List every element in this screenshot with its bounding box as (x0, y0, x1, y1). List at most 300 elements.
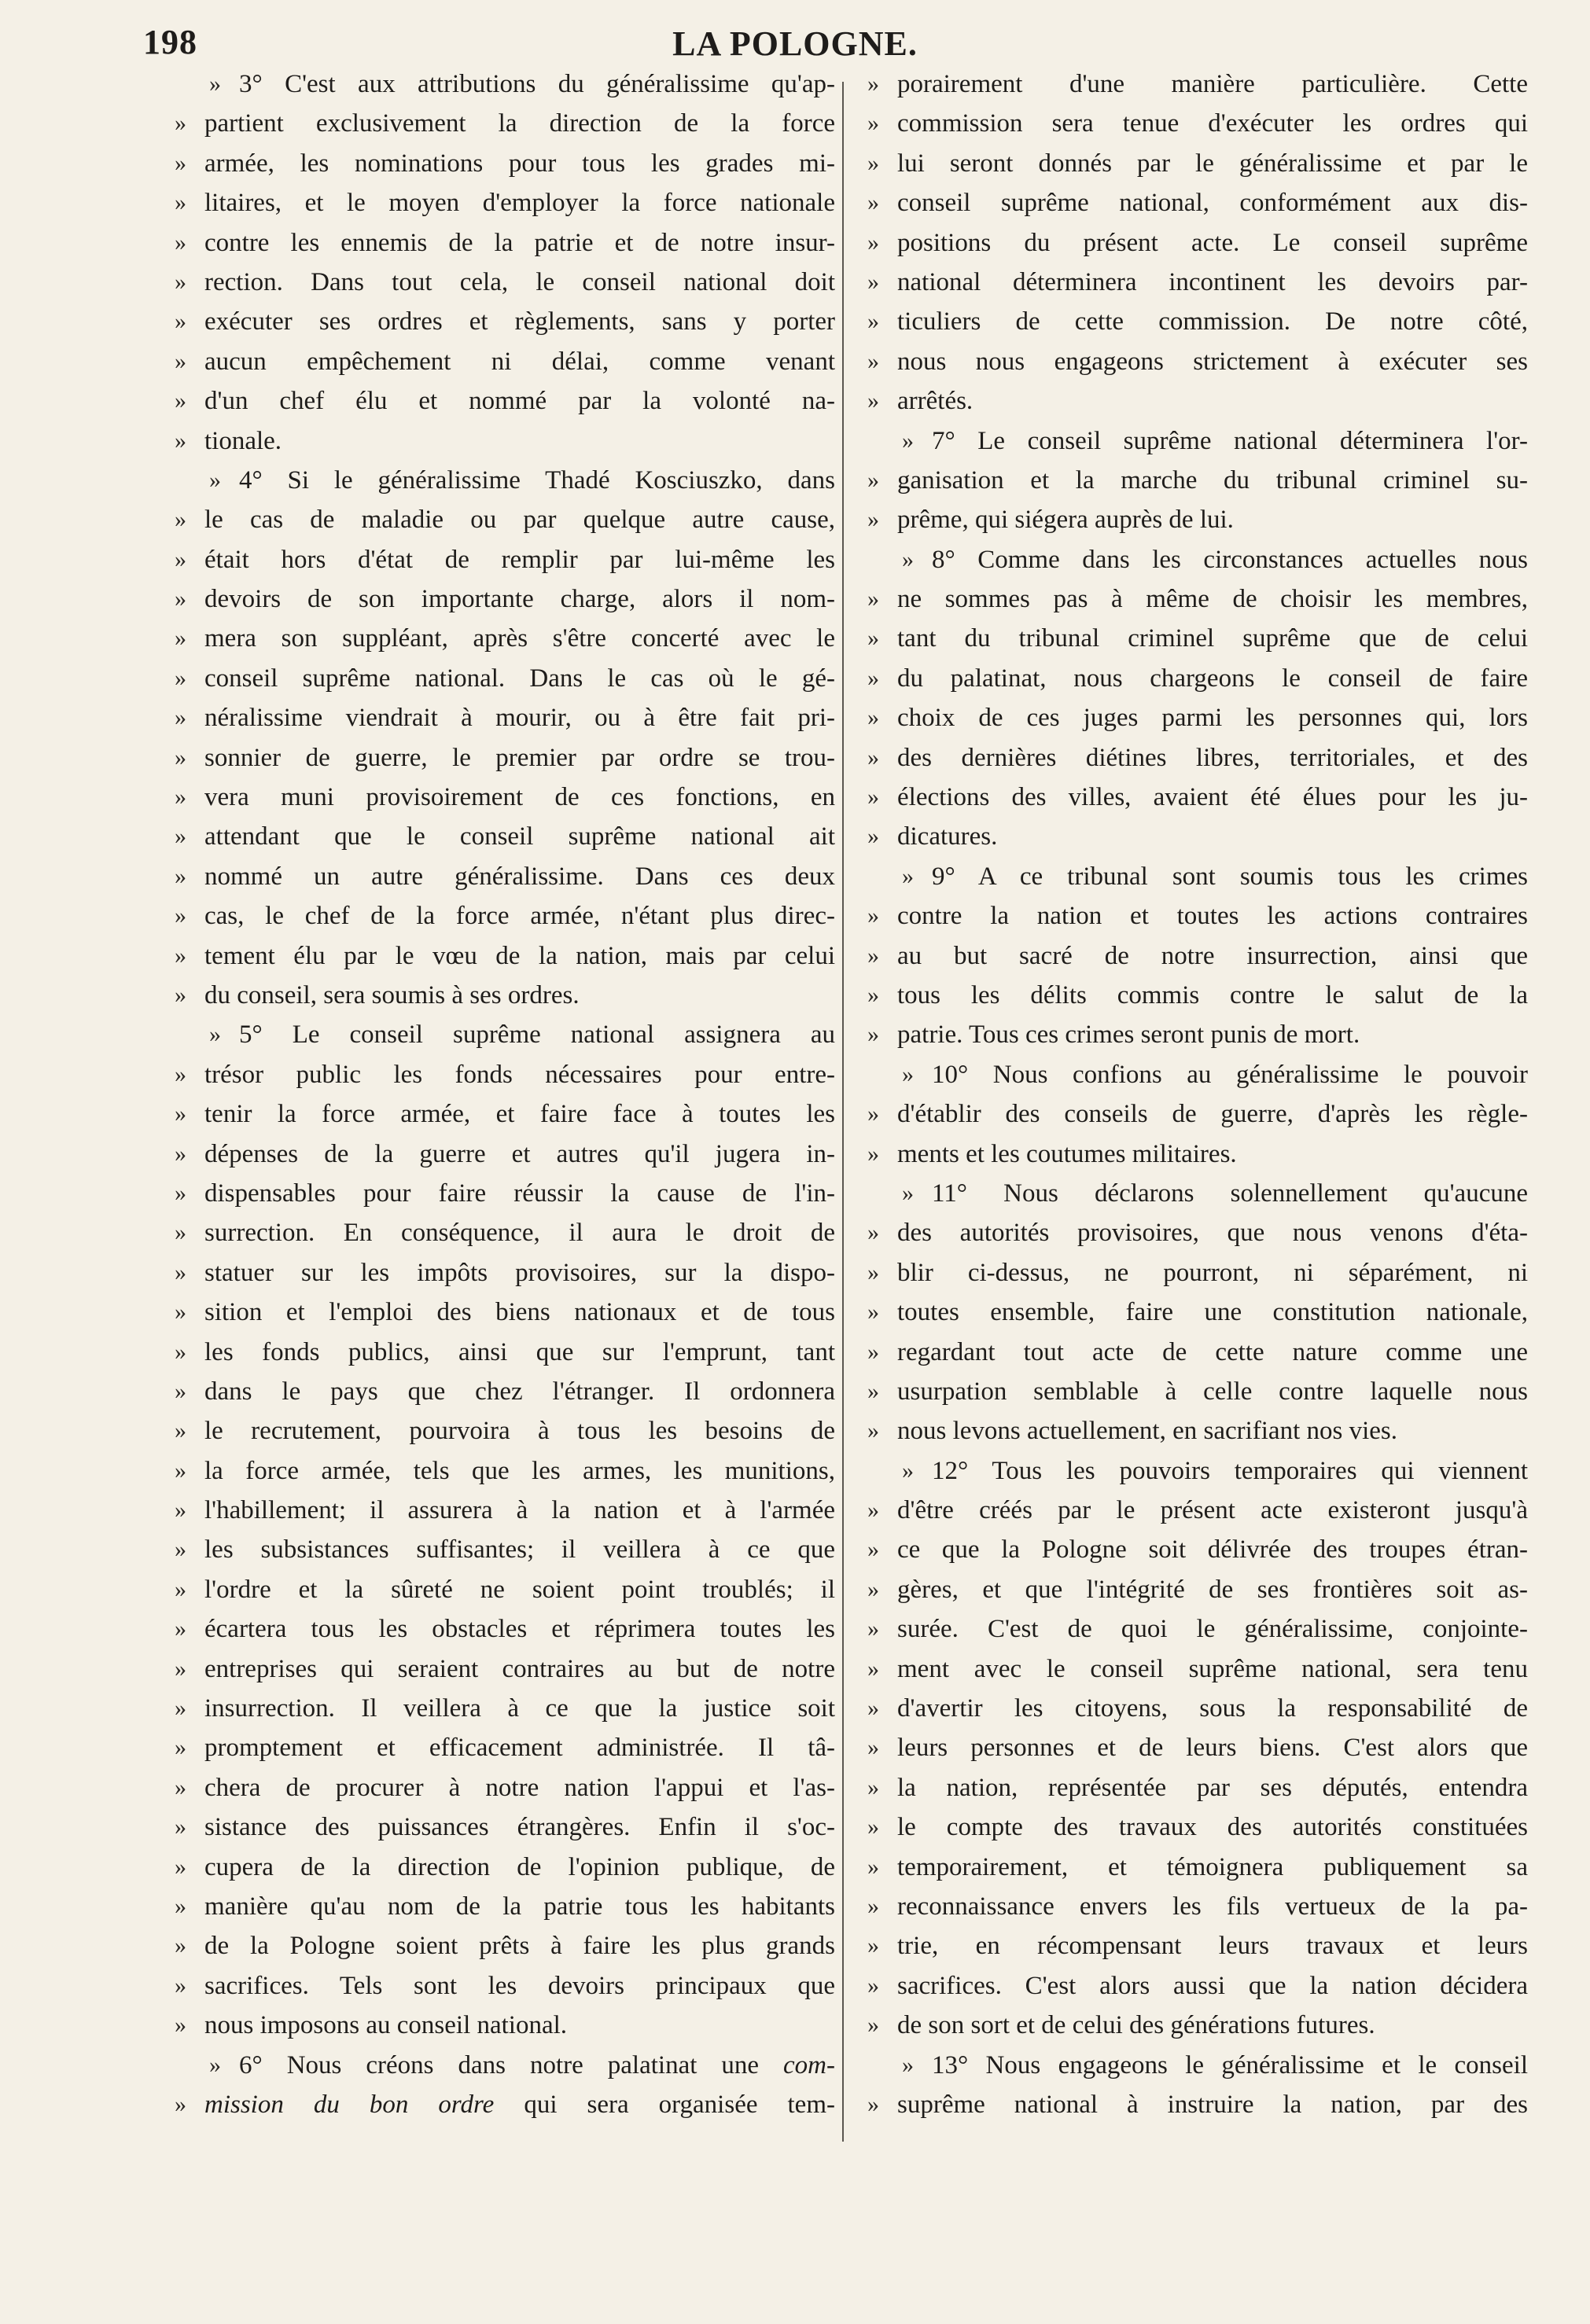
line-text: surée. C'est de quoi le généralissime, conjointe- (897, 1615, 1528, 1644)
line-text: insurrection. Il veillera à ce que la justice soit (204, 1694, 835, 1723)
quote-mark: » (175, 1536, 186, 1563)
text-line (867, 1728, 1528, 1767)
line-text: le recrutement, pourvoira à tous les besoins de (204, 1417, 835, 1446)
text-line (175, 738, 835, 778)
quote-mark: » (175, 784, 186, 811)
text-line (867, 896, 1528, 936)
quote-mark: » (175, 1179, 186, 1206)
line-text: ce que la Pologne soit délivrée des troupes étran- (897, 1535, 1528, 1565)
text-line (175, 778, 835, 817)
quote-mark: » (175, 1061, 186, 1087)
text-line (867, 1015, 1528, 1054)
quote-mark: » (175, 1616, 186, 1642)
line-text: 12° Tous les pouvoirs temporaires qui viennent (932, 1456, 1528, 1485)
quote-mark: » (175, 268, 186, 295)
text-line (175, 1451, 835, 1491)
text-line (867, 1926, 1528, 1965)
line-text: dépenses de la guerre et autres qu'il jugera in- (204, 1139, 835, 1168)
text-line (867, 2006, 1528, 2045)
text-line (175, 1134, 835, 1174)
text-line (867, 1333, 1528, 1372)
quote-mark: » (867, 2012, 879, 2039)
line-text: le compte des travaux des autorités constituées (897, 1813, 1528, 1842)
quote-mark: » (902, 427, 914, 454)
quote-mark: » (175, 664, 186, 691)
text-line (867, 64, 1528, 104)
line-text: 3° C'est aux attributions du généralissime qu'ap- (239, 70, 835, 98)
line-text: les fonds publics, ainsi que sur l'emprunt, tant (204, 1337, 835, 1366)
line-text: toutes ensemble, faire une constitution nationale, (897, 1298, 1528, 1327)
line-text: du palatinat, nous chargeons le conseil de faire (897, 664, 1528, 693)
text-line (867, 223, 1528, 263)
quote-mark: » (175, 110, 186, 137)
quote-mark: » (867, 1418, 879, 1444)
line-text: d'être créés par le présent acte existeront jusqu'à (897, 1496, 1528, 1525)
text-line (867, 2085, 1528, 2124)
quote-mark: » (867, 1616, 879, 1642)
line-text: tement élu par le vœu de la nation, mais par celui (204, 941, 835, 970)
quote-mark: » (867, 71, 879, 97)
text-line (175, 1411, 835, 1451)
line-text: aucun empêchement ni délai, comme venant (204, 347, 835, 376)
text-line (175, 1848, 835, 1887)
quote-mark: » (175, 1972, 186, 1999)
quote-mark: » (867, 1655, 879, 1682)
line-text: néralissime viendrait à mourir, ou à être fait pri- (204, 704, 835, 733)
text-line (867, 1134, 1528, 1174)
text-line (867, 738, 1528, 778)
text-line (867, 302, 1528, 341)
text-line (175, 1649, 835, 1689)
line-text: sonnier de guerre, le premier par ordre se trou- (204, 743, 835, 772)
quote-mark: » (867, 347, 879, 374)
line-text: litaires, et le moyen d'employer la force nationale (204, 189, 835, 218)
quote-mark: » (175, 1457, 186, 1484)
text-line (867, 1253, 1528, 1293)
text-line (867, 183, 1528, 222)
quote-mark: » (902, 1179, 914, 1206)
line-text: 13° Nous engageons le généralissime et le conseil (932, 2050, 1528, 2079)
quote-mark: » (175, 1655, 186, 1682)
quote-mark: » (867, 388, 879, 414)
quote-mark: » (867, 903, 879, 929)
quote-mark: » (175, 1774, 186, 1800)
quote-mark: » (175, 1299, 186, 1326)
quote-mark: » (867, 1377, 879, 1404)
line-text: tant du tribunal criminel suprême que de celui (897, 624, 1528, 653)
text-line (867, 817, 1528, 856)
quote-mark: » (175, 903, 186, 929)
text-line (175, 104, 835, 143)
text-line (867, 1966, 1528, 2006)
quote-mark: » (867, 1972, 879, 1999)
quote-mark: » (902, 862, 914, 889)
line-text: partient exclusivement la direction de la force (204, 109, 835, 138)
line-text: sistance des puissances étrangères. Enfin il s'oc- (204, 1813, 835, 1842)
line-text: entreprises qui seraient contraires au but de notre (204, 1654, 835, 1683)
quote-mark: » (175, 229, 186, 256)
text-line (867, 461, 1528, 500)
text-line (867, 659, 1528, 698)
line-text: dans le pays que chez l'étranger. Il ordonnera (204, 1377, 835, 1406)
text-line (867, 698, 1528, 737)
quote-mark: » (867, 1774, 879, 1800)
line-text: manière qu'au nom de la patrie tous les habitants (204, 1892, 835, 1921)
text-line (867, 1174, 1528, 1213)
text-line (867, 1094, 1528, 1134)
quote-mark: » (902, 546, 914, 572)
quote-mark: » (175, 981, 186, 1008)
line-text: nous nous engageons strictement à exécuter ses (897, 347, 1528, 376)
text-line (175, 183, 835, 222)
line-text: contre la nation et toutes les actions contraires (897, 902, 1528, 931)
text-line (175, 381, 835, 421)
text-line (175, 1530, 835, 1569)
text-line (175, 698, 835, 737)
line-text: 11° Nous déclarons solennellement qu'aucune (932, 1179, 1528, 1208)
line-text: le cas de maladie ou par quelque autre cause, (204, 506, 835, 535)
quote-mark: » (175, 1377, 186, 1404)
text-line (175, 1213, 835, 1252)
line-text: leurs personnes et de leurs biens. C'est alors que (897, 1734, 1528, 1763)
quote-mark: » (867, 1140, 879, 1167)
line-text: écartera tous les obstacles et réprimera toutes les (204, 1615, 835, 1644)
line-text: 5° Le conseil suprême national assignera au (239, 1020, 835, 1050)
quote-mark: » (175, 189, 186, 216)
quote-mark: » (902, 1061, 914, 1087)
line-text: tous les délits commis contre le salut de la (897, 980, 1528, 1009)
quote-mark: » (175, 506, 186, 533)
quote-mark: » (175, 625, 186, 652)
line-text: prême, qui siégera auprès de lui. (897, 506, 1234, 535)
quote-mark: » (175, 1259, 186, 1285)
text-line (175, 2006, 835, 2045)
line-text: devoirs de son importante charge, alors il nom- (204, 585, 835, 614)
quote-mark: » (867, 1021, 879, 1048)
line-text: conseil suprême national, conformément aux dis- (897, 189, 1528, 218)
text-line (867, 421, 1528, 461)
quote-mark: » (867, 1695, 879, 1722)
line-text: élections des villes, avaient été élues pour les ju- (897, 783, 1528, 812)
line-text: blir ci-dessus, ne pourront, ni séparément, ni (897, 1258, 1528, 1287)
text-line (175, 421, 835, 461)
quote-mark: » (175, 1219, 186, 1246)
text-line (867, 1491, 1528, 1530)
quote-mark: » (902, 2051, 914, 2078)
text-line (867, 778, 1528, 817)
quote-mark: » (175, 942, 186, 969)
quote-mark: » (175, 1140, 186, 1167)
line-text-tail: qui sera organisée tem- (494, 2090, 835, 2119)
line-text: tionale. (204, 426, 282, 455)
quote-mark: » (175, 862, 186, 889)
line-text: regardant tout acte de cette nature comme une (897, 1337, 1528, 1366)
line-text: promptement et efficacement administrée. Il tâ- (204, 1734, 835, 1763)
line-text: armée, les nominations pour tous les grades mi- (204, 149, 835, 178)
quote-mark: » (867, 704, 879, 731)
text-line (867, 381, 1528, 421)
quote-mark: » (867, 1853, 879, 1880)
text-line (175, 223, 835, 263)
line-text: lui seront donnés par le généralissime et par le (897, 149, 1528, 178)
quote-mark: » (175, 546, 186, 572)
line-text: d'établir des conseils de guerre, d'après les règle- (897, 1100, 1528, 1129)
text-line (175, 1887, 835, 1926)
text-line (175, 1609, 835, 1649)
quote-mark: » (867, 506, 879, 533)
quote-mark: » (175, 2090, 186, 2117)
text-line (175, 1689, 835, 1728)
text-line (175, 1333, 835, 1372)
text-line (867, 2046, 1528, 2085)
quote-mark: » (175, 427, 186, 454)
text-line (175, 2085, 835, 2124)
text-line (867, 1649, 1528, 1689)
line-text: d'un chef élu et nommé par la volonté na- (204, 387, 835, 416)
line-text: dispensables pour faire réussir la cause de l'in- (204, 1179, 835, 1208)
text-line (867, 619, 1528, 658)
text-line (175, 1728, 835, 1767)
text-line (175, 302, 835, 341)
quote-mark: » (867, 1219, 879, 1246)
line-text: trie, en récompensant leurs travaux et leurs (897, 1932, 1528, 1961)
line-text: 10° Nous confions au généralissime le pouvoir (932, 1060, 1528, 1089)
text-line (867, 1530, 1528, 1569)
line-text: reconnaissance envers les fils vertueux de la pa- (897, 1892, 1528, 1921)
line-text: cas, le chef de la force armée, n'étant plus direc- (204, 902, 835, 931)
quote-mark: » (209, 1021, 221, 1048)
line-text: conseil suprême national. Dans le cas où le gé- (204, 664, 835, 693)
quote-mark: » (867, 1101, 879, 1127)
text-line (175, 64, 835, 104)
line-text: la nation, représentée par ses députés, entendra (897, 1773, 1528, 1802)
text-line (867, 936, 1528, 976)
right-column (867, 64, 1528, 2124)
line-text: choix de ces juges parmi les personnes qui, lors (897, 704, 1528, 733)
quote-mark: » (867, 110, 879, 137)
text-line (175, 500, 835, 539)
quote-mark: » (209, 2051, 221, 2078)
quote-mark: » (867, 942, 879, 969)
quote-mark: » (175, 388, 186, 414)
text-line (175, 857, 835, 896)
quote-mark: » (175, 1695, 186, 1722)
quote-mark: » (175, 1932, 186, 1959)
left-column (175, 64, 835, 2124)
quote-mark: » (175, 1338, 186, 1365)
quote-mark: » (867, 1259, 879, 1285)
line-text: trésor public les fonds nécessaires pour entre- (204, 1060, 835, 1089)
quote-mark: » (902, 1457, 914, 1484)
quote-mark: » (867, 1536, 879, 1563)
text-line (175, 461, 835, 500)
text-line (175, 263, 835, 302)
text-line (175, 1293, 835, 1332)
text-line (867, 500, 1528, 539)
quote-mark: » (209, 71, 221, 97)
text-line (867, 1848, 1528, 1887)
text-line (867, 1411, 1528, 1451)
quote-mark: » (867, 466, 879, 493)
line-text: 7° Le conseil suprême national déterminera l'or- (932, 426, 1528, 455)
text-line (867, 1570, 1528, 1609)
quote-mark: » (867, 149, 879, 176)
line-text: statuer sur les impôts provisoires, sur la dispo- (204, 1258, 835, 1287)
running-head: LA POLOGNE. (672, 24, 918, 63)
column-rule (842, 82, 844, 2142)
quote-mark: » (867, 1932, 879, 1959)
quote-mark: » (867, 823, 879, 850)
line-text: attendant que le conseil suprême national ait (204, 822, 835, 851)
text-line (867, 1451, 1528, 1491)
text-line (867, 1055, 1528, 1094)
quote-mark: » (867, 744, 879, 770)
line-text: 9° A ce tribunal sont soumis tous les crimes (932, 862, 1528, 891)
text-line (175, 976, 835, 1015)
text-line (867, 579, 1528, 619)
italic-text: mission du bon ordre (204, 2090, 495, 2119)
quote-mark: » (867, 625, 879, 652)
text-line (175, 1570, 835, 1609)
quote-mark: » (867, 189, 879, 216)
line-text: temporairement, et témoignera publiquement sa (897, 1852, 1528, 1881)
text-line (175, 659, 835, 698)
text-line (175, 540, 835, 579)
quote-mark: » (175, 704, 186, 731)
line-text: arrêtés. (897, 387, 974, 416)
line-text: des autorités provisoires, que nous venons d'éta- (897, 1219, 1528, 1248)
line-text: ments et les coutumes militaires. (897, 1139, 1237, 1168)
line-text: rection. Dans tout cela, le conseil national doit (204, 267, 835, 296)
line-text: les subsistances suffisantes; il veillera à ce que (204, 1535, 835, 1565)
text-line (867, 857, 1528, 896)
quote-mark: » (867, 2090, 879, 2117)
quote-mark: » (867, 268, 879, 295)
line-text: exécuter ses ordres et règlements, sans y porter (204, 307, 835, 336)
line-text: nous levons actuellement, en sacrifiant nos vies. (897, 1417, 1397, 1446)
quote-mark: » (175, 308, 186, 335)
text-line (175, 1015, 835, 1054)
line-text: l'ordre et la sûreté ne soient point troublés; il (204, 1575, 835, 1604)
text-line (175, 1372, 835, 1411)
quote-mark: » (867, 308, 879, 335)
line-text: suprême national à instruire la nation, par des (897, 2090, 1528, 2119)
text-line (175, 896, 835, 936)
quote-mark: » (867, 784, 879, 811)
line-text: vera muni provisoirement de ces fonctions, en (204, 783, 835, 812)
text-line (175, 1253, 835, 1293)
italic-text: com- (783, 2050, 835, 2079)
line-text: national déterminera incontinent les devoirs par- (897, 267, 1528, 296)
line-text: du conseil, sera soumis à ses ordres. (204, 980, 580, 1009)
quote-mark: » (175, 1734, 186, 1761)
line-text: positions du présent acte. Le conseil suprême (897, 228, 1528, 257)
text-line (175, 342, 835, 381)
line-text: tenir la force armée, et faire face à toutes les (204, 1100, 835, 1129)
page-number: 198 (143, 23, 197, 61)
quote-mark: » (867, 1576, 879, 1602)
text-line (175, 936, 835, 976)
text-line (867, 263, 1528, 302)
line-text: 8° Comme dans les circonstances actuelles nous (932, 545, 1528, 574)
text-line (867, 1609, 1528, 1649)
line-text: sacrifices. Tels sont les devoirs principaux que (204, 1971, 835, 2000)
quote-mark: » (867, 1892, 879, 1919)
line-text: ne sommes pas à même de choisir les membres, (897, 585, 1528, 614)
line-text: ganisation et la marche du tribunal criminel su- (897, 465, 1528, 495)
quote-mark: » (175, 1853, 186, 1880)
line-text: nommé un autre généralissime. Dans ces deux (204, 862, 835, 891)
quote-mark: » (867, 981, 879, 1008)
line-text: ticuliers de cette commission. De notre côté, (897, 307, 1528, 336)
line-text: sacrifices. C'est alors aussi que la nation décidera (897, 1971, 1528, 2000)
text-line (175, 1174, 835, 1213)
quote-mark: » (175, 1892, 186, 1919)
quote-mark: » (175, 1576, 186, 1602)
line-text: au but sacré de notre insurrection, ainsi que (897, 941, 1528, 970)
text-line (175, 579, 835, 619)
quote-mark: » (867, 1734, 879, 1761)
text-line (867, 104, 1528, 143)
text-line (867, 144, 1528, 183)
text-line (867, 1213, 1528, 1252)
text-line (175, 1926, 835, 1965)
text-line (175, 2046, 835, 2085)
text-line (175, 1491, 835, 1530)
text-line (867, 1689, 1528, 1728)
line-text: porairement d'une manière particulière. Cette (897, 70, 1528, 98)
quote-mark: » (175, 586, 186, 612)
quote-mark: » (175, 1101, 186, 1127)
text-line (175, 1966, 835, 2006)
text-line (175, 817, 835, 856)
text-line (175, 1807, 835, 1847)
text-line (867, 540, 1528, 579)
line-text: chera de procurer à notre nation l'appui et l'as- (204, 1773, 835, 1802)
line-text: gères, et que l'intégrité de ses frontières soit as- (897, 1575, 1528, 1604)
text-line (867, 976, 1528, 1015)
line-text: des dernières diétines libres, territoriales, et des (897, 743, 1528, 772)
line-text: de la Pologne soient prêts à faire les plus grands (204, 1932, 835, 1961)
text-line (175, 1094, 835, 1134)
quote-mark: » (175, 1497, 186, 1524)
text-line (867, 1768, 1528, 1807)
quote-mark: » (867, 664, 879, 691)
quote-mark: » (867, 1814, 879, 1840)
text-line (867, 1372, 1528, 1411)
line-text: la force armée, tels que les armes, les munitions, (204, 1456, 835, 1485)
line-text: usurpation semblable à celle contre laquelle nous (897, 1377, 1528, 1406)
quote-mark: » (867, 1338, 879, 1365)
line-text: d'avertir les citoyens, sous la responsabilité de (897, 1694, 1528, 1723)
quote-mark: » (175, 1814, 186, 1840)
quote-mark: » (867, 1299, 879, 1326)
line-text: mera son suppléant, après s'être concerté avec le (204, 624, 835, 653)
line-text: sition et l'emploi des biens nationaux et de tous (204, 1298, 835, 1327)
line-text: patrie. Tous ces crimes seront punis de mort. (897, 1020, 1360, 1050)
quote-mark: » (175, 347, 186, 374)
quote-mark: » (867, 229, 879, 256)
line-text: dicatures. (897, 822, 998, 851)
line-text: était hors d'état de remplir par lui-même les (204, 545, 835, 574)
line-text: 4° Si le généralissime Thadé Kosciuszko, dans (239, 465, 835, 495)
text-line (867, 1887, 1528, 1926)
line-text: contre les ennemis de la patrie et de notre insur- (204, 228, 835, 257)
line-text: nous imposons au conseil national. (204, 2011, 568, 2040)
quote-mark: » (175, 2012, 186, 2039)
line-text: 6° Nous créons dans notre palatinat une (239, 2050, 760, 2079)
text-line (175, 1055, 835, 1094)
